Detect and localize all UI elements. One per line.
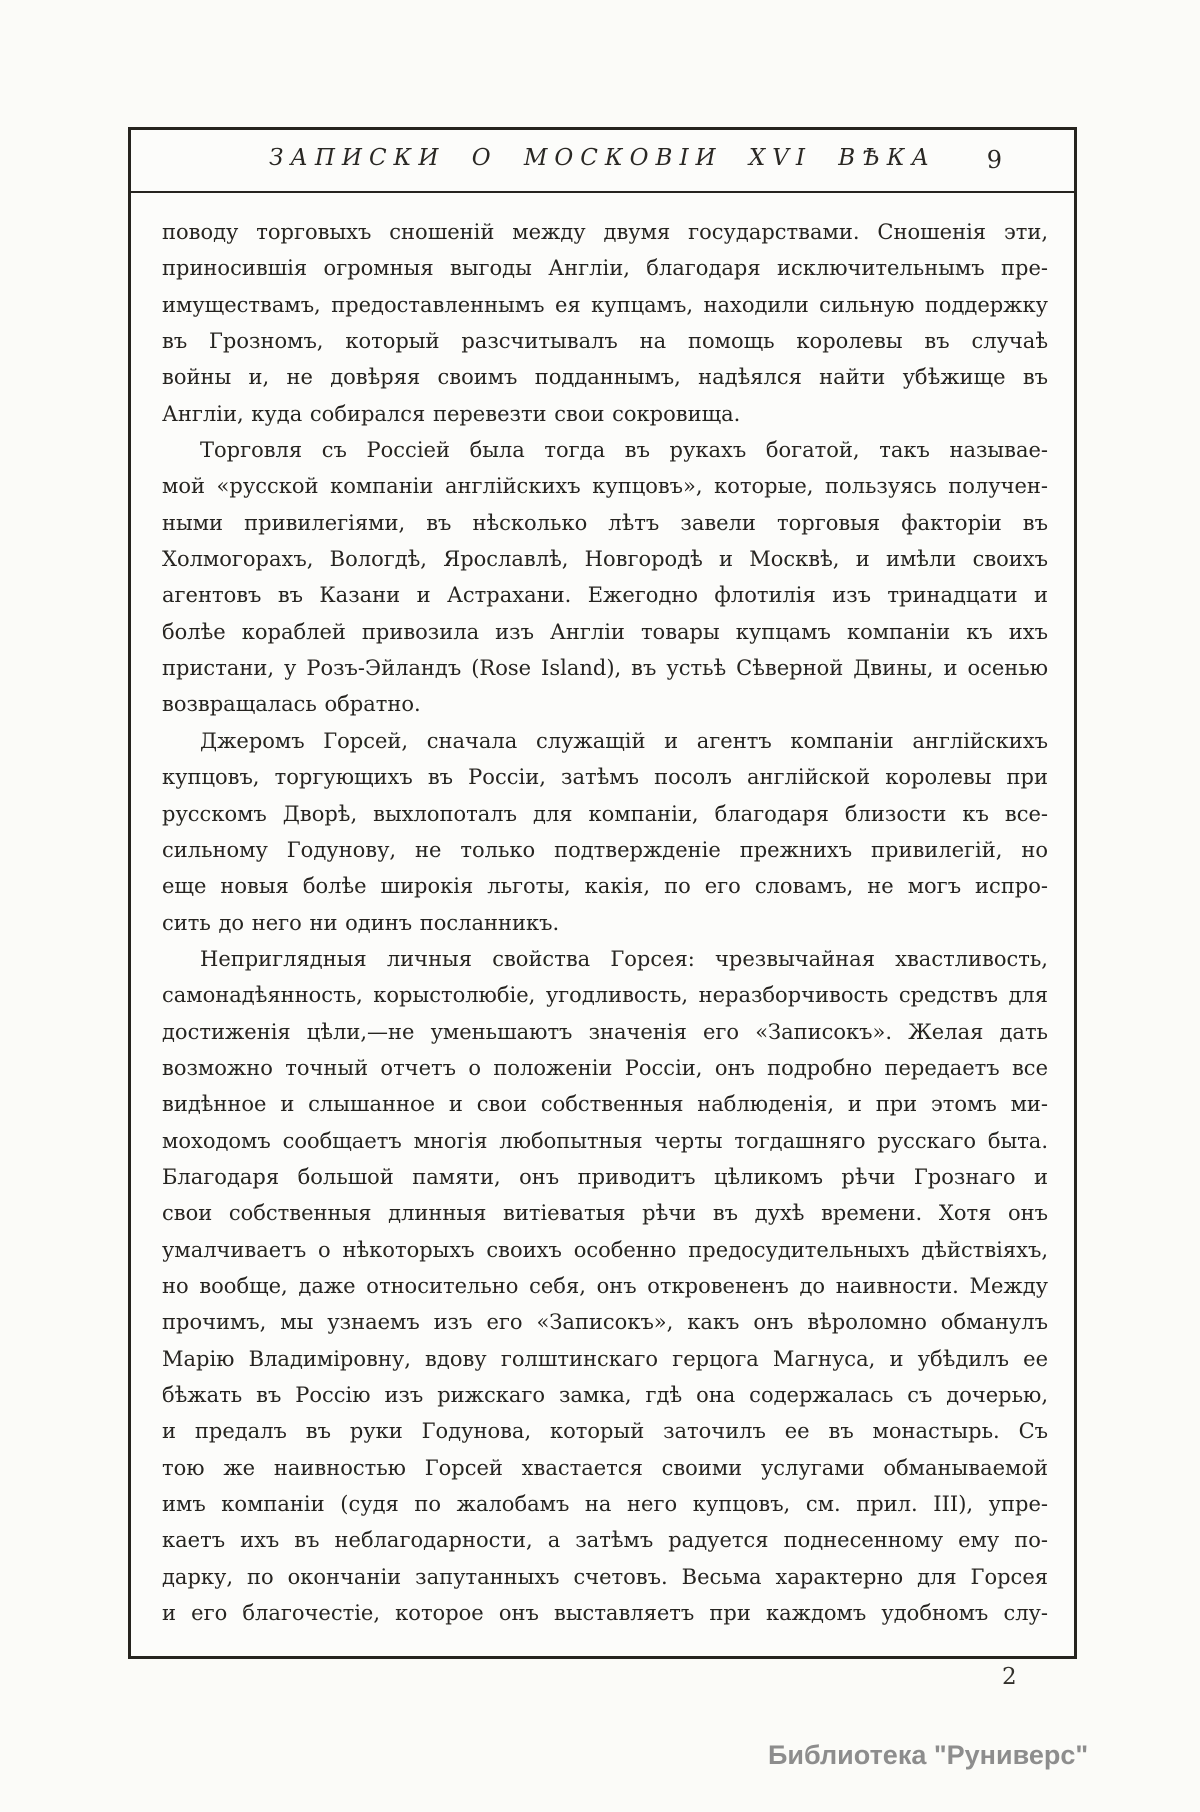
text-line: сильному Годунову, не только подтвержденіе прежнихъ привилегій, но [162,837,1048,862]
text-line: мой «русской компаніи англійскихъ купцовъ», которые, пользуясь получен- [162,474,1048,499]
running-header [131,130,1074,193]
text-line: свои собственныя длинныя витіеватыя рѣчи въ духѣ времени. Хотя онъ [162,1201,1048,1226]
text-line: болѣе кораблей привозила изъ Англіи товары купцамъ компаніи къ ихъ [162,619,1048,644]
text-line: въ Грозномъ, который разсчитывалъ на помощь королевы въ случаѣ [162,329,1048,354]
text-line: прочимъ, мы узнаемъ изъ его «Записокъ», какъ онъ вѣроломно обманулъ [162,1310,1048,1335]
library-watermark: Библиотека "Руниверс" [768,1740,1089,1770]
page-text [131,193,1074,1631]
text-line: дарку, по окончаніи запутанныхъ счетовъ. Весьма характерно для Горсея [162,1564,1048,1589]
text-line: Марію Владиміровну, вдову голштинскаго герцога Магнуса, и убѣдилъ ее [162,1346,1048,1371]
text-line: Джеромъ Горсей, сначала служащій и агентъ компаніи англійскихъ [200,728,1048,753]
text-line: купцовъ, торгующихъ въ Россіи, затѣмъ посолъ англійской королевы при [162,765,1048,790]
running-header-title: ЗАПИСКИ О МОСКОВІИ XVI ВѢКА [269,145,936,171]
text-line: ными привилегіями, въ нѣсколько лѣтъ завели торговыя факторіи въ [162,510,1048,535]
text-line: еще новыя болѣе широкія льготы, какія, по его словамъ, не могъ испро- [162,874,1048,899]
text-line: Англіи, куда собирался перевезти свои сокровища. [162,401,741,426]
text-line: моходомъ сообщаетъ многія любопытныя черты тогдашняго русскаго быта. [162,1128,1048,1153]
page-number: 9 [986,146,1002,174]
text-line: достиженія цѣли,—не уменьшаютъ значенія его «Записокъ». Желая дать [162,1019,1048,1044]
text-line: русскомъ Дворѣ, выхлопоталъ для компаніи, благодаря близости къ все- [162,801,1048,826]
text-line: агентовъ въ Казани и Астрахани. Ежегодно флотилія изъ тринадцати и [162,583,1048,608]
text-line: возвращалась обратно. [162,692,421,717]
text-line: имъ компаніи (судя по жалобамъ на него купцовъ, см. прил. III), упре- [162,1492,1048,1517]
text-line: Холмогорахъ, Вологдѣ, Ярославлѣ, Новгородѣ и Москвѣ, и имѣли своихъ [162,547,1048,572]
text-line: Торговля съ Россіей была тогда въ рукахъ богатой, такъ называе- [200,438,1048,463]
text-line: приносившія огромныя выгоды Англіи, благодаря исключительнымъ пре- [162,256,1048,281]
text-line: Неприглядныя личныя свойства Горсея: чрезвычайная хвастливость, [200,946,1048,971]
page-border-frame [128,127,1077,1659]
text-line: и предалъ въ руки Годунова, который заточилъ ее въ монастырь. Съ [162,1419,1048,1444]
text-line: и его благочестіе, которое онъ выставляетъ при каждомъ удобномъ слу- [162,1601,1048,1626]
text-line: возможно точный отчетъ о положеніи Россіи, онъ подробно передаетъ все [162,1055,1048,1080]
signature-mark: 2 [1002,1664,1017,1690]
text-line: пристани, у Розъ-Эйландъ (Rose Island), въ устьѣ Сѣверной Двины, и осенью [162,656,1048,681]
text-line: самонадѣянность, корыстолюбіе, угодливость, неразборчивость средствъ для [162,983,1048,1008]
text-line: сить до него ни одинъ посланникъ. [162,910,560,935]
text-line: Благодаря большой памяти, онъ приводитъ цѣликомъ рѣчи Грознаго и [162,1164,1048,1189]
text-line: тою же наивностью Горсей хвастается своими услугами обманываемой [162,1455,1048,1480]
text-line: умалчиваетъ о нѣкоторыхъ своихъ особенно предосудительныхъ дѣйствіяхъ, [162,1237,1048,1262]
text-line: поводу торговыхъ сношеній между двумя государствами. Сношенія эти, [162,220,1048,244]
text-line: но вообще, даже относительно себя, онъ откровененъ до наивности. Между [162,1273,1048,1298]
text-line: каетъ ихъ въ неблагодарности, а затѣмъ радуется поднесенному ему по- [162,1528,1048,1553]
text-line: бѣжать въ Россію изъ рижскаго замка, гдѣ она содержалась съ дочерью, [162,1383,1048,1407]
text-line: имуществамъ, предоставленнымъ ея купцамъ, находили сильную поддержку [162,292,1048,317]
text-line: войны и, не довѣряя своимъ подданнымъ, надѣялся найти убѣжище въ [162,365,1048,390]
text-line: видѣнное и слышанное и свои собственныя наблюденія, и при этомъ ми- [162,1092,1048,1117]
